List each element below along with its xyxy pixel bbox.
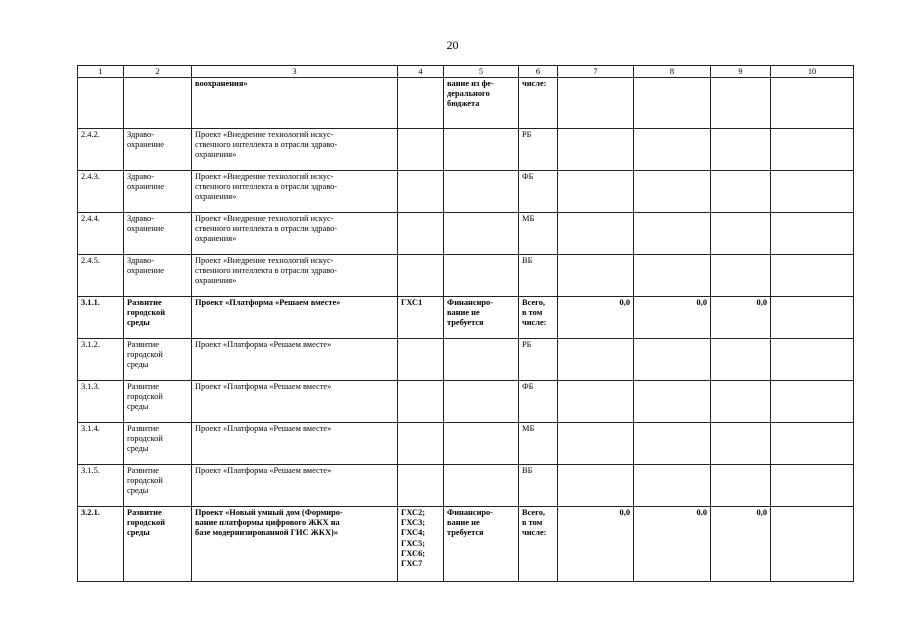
- table-body: [78, 66, 854, 582]
- source-cell: МБ: [519, 213, 558, 255]
- code-cell: ГХС1: [398, 297, 444, 339]
- code-cell: [398, 465, 444, 507]
- row-number-cell: 3.1.2.: [78, 339, 124, 381]
- value-cell-9: [711, 129, 771, 171]
- column-header: 6: [519, 66, 558, 78]
- value-cell-7: 0,0: [558, 297, 634, 339]
- code-cell: [398, 171, 444, 213]
- project-cell: Проект «Платформа «Решаем вместе»: [192, 381, 398, 423]
- sector-cell: Развитие городской среды: [124, 339, 192, 381]
- financing-cell: [444, 213, 519, 255]
- source-cell: ВБ: [519, 465, 558, 507]
- sector-cell: Развитие городской среды: [124, 381, 192, 423]
- value-cell-7: [558, 339, 634, 381]
- code-cell: [398, 381, 444, 423]
- value-cell-7: [558, 78, 634, 129]
- project-cell: Проект «Новый умный дом (Формиро- вание платформы цифрового ЖКХ на базе модернизированной ГИС ЖКХ)»: [192, 507, 398, 582]
- value-cell-9: [711, 381, 771, 423]
- value-cell-10: [771, 297, 854, 339]
- value-cell-7: [558, 381, 634, 423]
- table-row: [78, 255, 854, 297]
- table-row: [78, 339, 854, 381]
- sector-cell: Здраво- охранение: [124, 171, 192, 213]
- sector-cell: Развитие городской среды: [124, 297, 192, 339]
- table-row: [78, 423, 854, 465]
- row-number-cell: 3.1.5.: [78, 465, 124, 507]
- column-header: 8: [634, 66, 711, 78]
- value-cell-10: [771, 339, 854, 381]
- value-cell-8: [634, 339, 711, 381]
- value-cell-8: [634, 78, 711, 129]
- source-cell: Всего, в том числе:: [519, 507, 558, 582]
- page-number: 20: [446, 38, 459, 52]
- financing-cell: [444, 171, 519, 213]
- value-cell-7: [558, 255, 634, 297]
- financing-cell: вание из фе- дерального бюджета: [444, 78, 519, 129]
- financing-cell: [444, 423, 519, 465]
- value-cell-10: [771, 423, 854, 465]
- program-table: [77, 65, 854, 582]
- table-row: [78, 507, 854, 582]
- column-header: 10: [771, 66, 854, 78]
- code-cell: [398, 129, 444, 171]
- value-cell-9: [711, 465, 771, 507]
- table-row: [78, 78, 854, 129]
- value-cell-8: [634, 255, 711, 297]
- value-cell-8: [634, 213, 711, 255]
- project-cell: Проект «Внедрение технологий искус- ственного интеллекта в отрасли здраво- охранения»: [192, 129, 398, 171]
- project-cell: Проект «Внедрение технологий искус- ственного интеллекта в отрасли здраво- охранения»: [192, 213, 398, 255]
- value-cell-7: 0,0: [558, 507, 634, 582]
- source-cell: РБ: [519, 339, 558, 381]
- value-cell-8: 0,0: [634, 297, 711, 339]
- source-cell: ФБ: [519, 381, 558, 423]
- sector-cell: Развитие городской среды: [124, 423, 192, 465]
- sector-cell: Развитие городской среды: [124, 507, 192, 582]
- value-cell-9: [711, 255, 771, 297]
- row-number-cell: 3.1.3.: [78, 381, 124, 423]
- column-header: 3: [192, 66, 398, 78]
- sector-cell: Здраво- охранение: [124, 129, 192, 171]
- value-cell-10: [771, 171, 854, 213]
- financing-cell: [444, 129, 519, 171]
- source-cell: числе:: [519, 78, 558, 129]
- column-header: 2: [124, 66, 192, 78]
- value-cell-9: 0,0: [711, 507, 771, 582]
- column-header: 5: [444, 66, 519, 78]
- value-cell-9: [711, 339, 771, 381]
- code-cell: [398, 339, 444, 381]
- value-cell-8: [634, 423, 711, 465]
- table-row: [78, 297, 854, 339]
- value-cell-9: 0,0: [711, 297, 771, 339]
- row-number-cell: 2.4.4.: [78, 213, 124, 255]
- value-cell-10: [771, 129, 854, 171]
- value-cell-10: [771, 507, 854, 582]
- financing-cell: Финансиро- вание не требуется: [444, 297, 519, 339]
- value-cell-9: [711, 171, 771, 213]
- value-cell-9: [711, 423, 771, 465]
- value-cell-9: [711, 78, 771, 129]
- column-header: 9: [711, 66, 771, 78]
- project-cell: Проект «Платформа «Решаем вместе»: [192, 339, 398, 381]
- column-header: 4: [398, 66, 444, 78]
- row-number-cell: 2.4.2.: [78, 129, 124, 171]
- source-cell: ВБ: [519, 255, 558, 297]
- table-row: [78, 171, 854, 213]
- code-cell: [398, 78, 444, 129]
- column-header: 7: [558, 66, 634, 78]
- code-cell: [398, 213, 444, 255]
- value-cell-10: [771, 255, 854, 297]
- table-row: [78, 465, 854, 507]
- project-cell: Проект «Платформа «Решаем вместе»: [192, 297, 398, 339]
- value-cell-7: [558, 213, 634, 255]
- table-row: [78, 381, 854, 423]
- value-cell-7: [558, 465, 634, 507]
- value-cell-8: [634, 129, 711, 171]
- sector-cell: [124, 78, 192, 129]
- value-cell-8: [634, 171, 711, 213]
- value-cell-8: [634, 381, 711, 423]
- financing-cell: Финансиро- вание не требуется: [444, 507, 519, 582]
- code-cell: [398, 423, 444, 465]
- project-cell: Проект «Платформа «Решаем вместе»: [192, 465, 398, 507]
- financing-cell: [444, 381, 519, 423]
- value-cell-8: [634, 465, 711, 507]
- column-header: 1: [78, 66, 124, 78]
- source-cell: РБ: [519, 129, 558, 171]
- value-cell-7: [558, 171, 634, 213]
- project-cell: Проект «Внедрение технологий искус- ственного интеллекта в отрасли здраво- охранения»: [192, 171, 398, 213]
- row-number-cell: [78, 78, 124, 129]
- row-number-cell: 3.1.4.: [78, 423, 124, 465]
- financing-cell: [444, 255, 519, 297]
- value-cell-8: 0,0: [634, 507, 711, 582]
- project-cell: Проект «Платформа «Решаем вместе»: [192, 423, 398, 465]
- value-cell-10: [771, 78, 854, 129]
- row-number-cell: 3.2.1.: [78, 507, 124, 582]
- source-cell: Всего, в том числе:: [519, 297, 558, 339]
- value-cell-9: [711, 213, 771, 255]
- financing-cell: [444, 465, 519, 507]
- table-header-row: [78, 66, 854, 78]
- source-cell: МБ: [519, 423, 558, 465]
- value-cell-10: [771, 213, 854, 255]
- value-cell-10: [771, 381, 854, 423]
- row-number-cell: 2.4.3.: [78, 171, 124, 213]
- value-cell-7: [558, 423, 634, 465]
- source-cell: ФБ: [519, 171, 558, 213]
- table-row: [78, 129, 854, 171]
- sector-cell: Здраво- охранение: [124, 255, 192, 297]
- table-row: [78, 213, 854, 255]
- financing-cell: [444, 339, 519, 381]
- code-cell: [398, 255, 444, 297]
- row-number-cell: 3.1.1.: [78, 297, 124, 339]
- sector-cell: Развитие городской среды: [124, 465, 192, 507]
- value-cell-10: [771, 465, 854, 507]
- project-cell: воохранения»: [192, 78, 398, 129]
- project-cell: Проект «Внедрение технологий искус- ственного интеллекта в отрасли здраво- охранения»: [192, 255, 398, 297]
- row-number-cell: 2.4.5.: [78, 255, 124, 297]
- code-cell: ГХС2; ГХС3; ГХС4; ГХС5; ГХС6; ГХС7: [398, 507, 444, 582]
- value-cell-7: [558, 129, 634, 171]
- sector-cell: Здраво- охранение: [124, 213, 192, 255]
